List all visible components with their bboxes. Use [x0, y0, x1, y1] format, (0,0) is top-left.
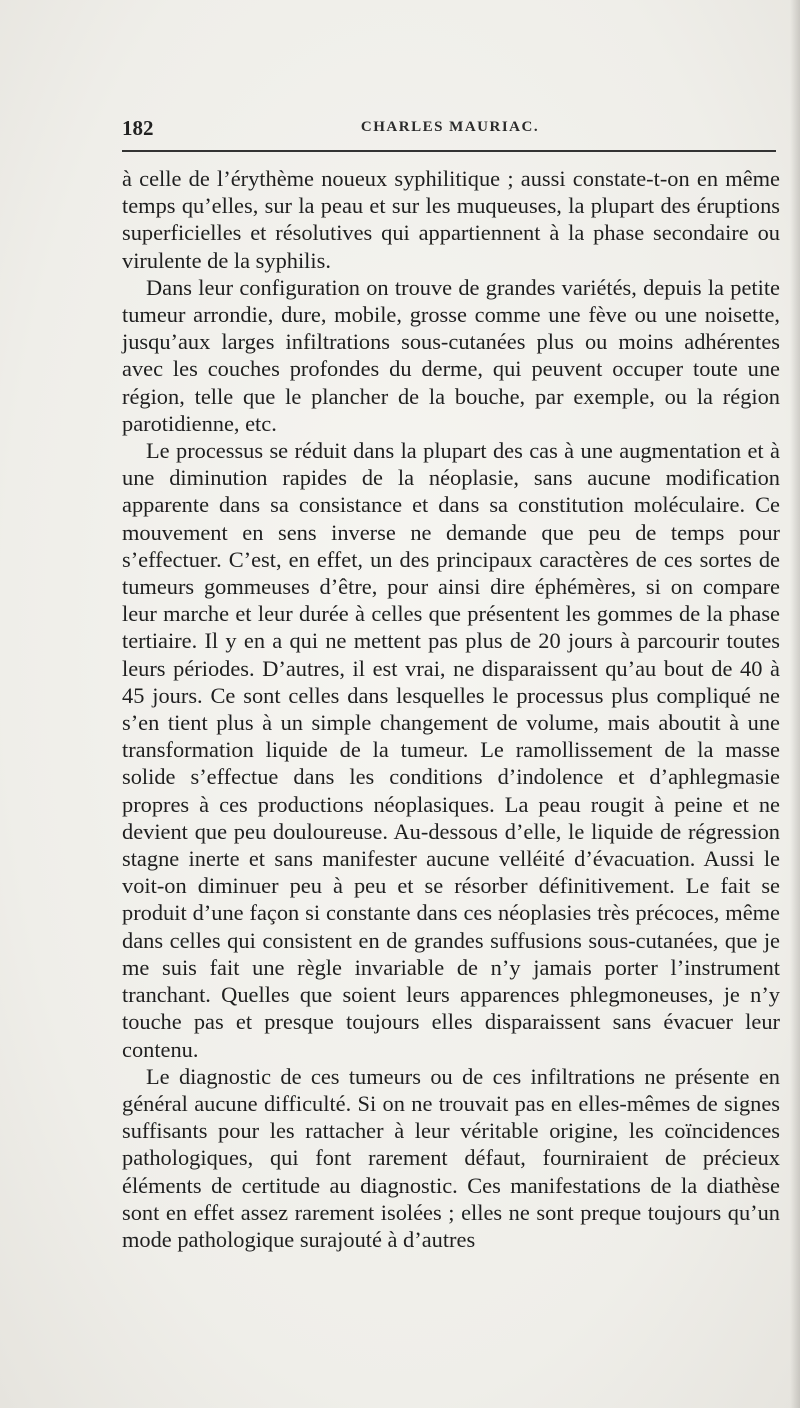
paragraph-configuration: Dans leur configuration on trouve de grandes variétés, depuis la petite tumeur arrondie, dure, mobile, grosse comme une fève ou une noisette, jusqu’aux larges infiltrations sous-cutanées plus ou moins adhérentes avec les couches profondes du derme, qui peuvent occuper toute une région, telle que le plancher de la bouche, par exemple, ou la région parotidienne, etc.: [122, 274, 780, 436]
header-rule: [122, 150, 776, 152]
page-number: 182: [122, 116, 154, 140]
running-title: CHARLES MAURIAC.: [360, 119, 540, 135]
page-header: [122, 116, 778, 144]
paragraph-diagnostic: Le diagnostic de ces tumeurs ou de ces infiltrations ne présente en général aucune difficulté. Si on ne trouvait pas en elles-mêmes de signes suffisants pour les rattacher à leur véritable origine, les coïncidences pathologiques, qui font rarement défaut, fourniraient de précieux éléments de certitude au diagnostic. Ces manifestations de la diathèse sont en effet assez rarement isolées ; elles ne sont preque toujours qu’un mode pathologique surajouté à d’autres: [122, 1063, 780, 1252]
paragraph-processus: Le processus se réduit dans la plupart des cas à une augmentation et à une diminution rapides de la néoplasie, sans aucune modification apparente dans sa consistance et dans sa constitution moléculaire. Ce mouvement en sens inverse ne demande que peu de temps pour s’effectuer. C’est, en effet, un des principaux caractères de ces sortes de tumeurs gommeuses d’être, pour ainsi dire éphémères, si on compare leur marche et leur durée à celles que présentent les gommes de la phase tertiaire. Il y en a qui ne mettent pas plus de 20 jours à parcourir toutes leurs périodes. D’autres, il est vrai, ne disparaissent qu’au bout de 40 à 45 jours. Ce sont celles dans lesquelles le processus plus compliqué ne s’en tient plus à un simple changement de volume, mais aboutit à une transformation liquide de la tumeur. Le ramollissement de la masse solide s’effectue dans les conditions d’indolence et d’aphlegmasie propres à ces productions néoplasiques. La peau rougit à peine et ne devient que peu douloureuse. Au-dessous d’elle, le liquide de régression stagne inerte et sans manifester aucune velléité d’évacuation. Aussi le voit-on diminuer peu à peu et se résorber définitivement. Le fait se produit d’une façon si constante dans ces néoplasies très précoces, même dans celles qui consistent en de grandes suffusions sous-cutanées, que je me suis fait une règle invariable de n’y jamais porter l’instrument tranchant. Quelles que soient leurs apparences phlegmoneuses, je n’y touche pas et presque toujours elles disparaissent sans évacuer leur contenu.: [122, 438, 780, 1062]
paragraph-continuation: à celle de l’érythème noueux syphilitique ; aussi constate-t-on en même temps qu’elles, sur la peau et sur les muqueuses, la plupart des éruptions superficielles et résolutives qui appartiennent à la phase secondaire ou virulente de la syphilis.: [122, 166, 780, 273]
body-text: [122, 165, 780, 1253]
page-edge-shadow: [790, 0, 800, 1408]
